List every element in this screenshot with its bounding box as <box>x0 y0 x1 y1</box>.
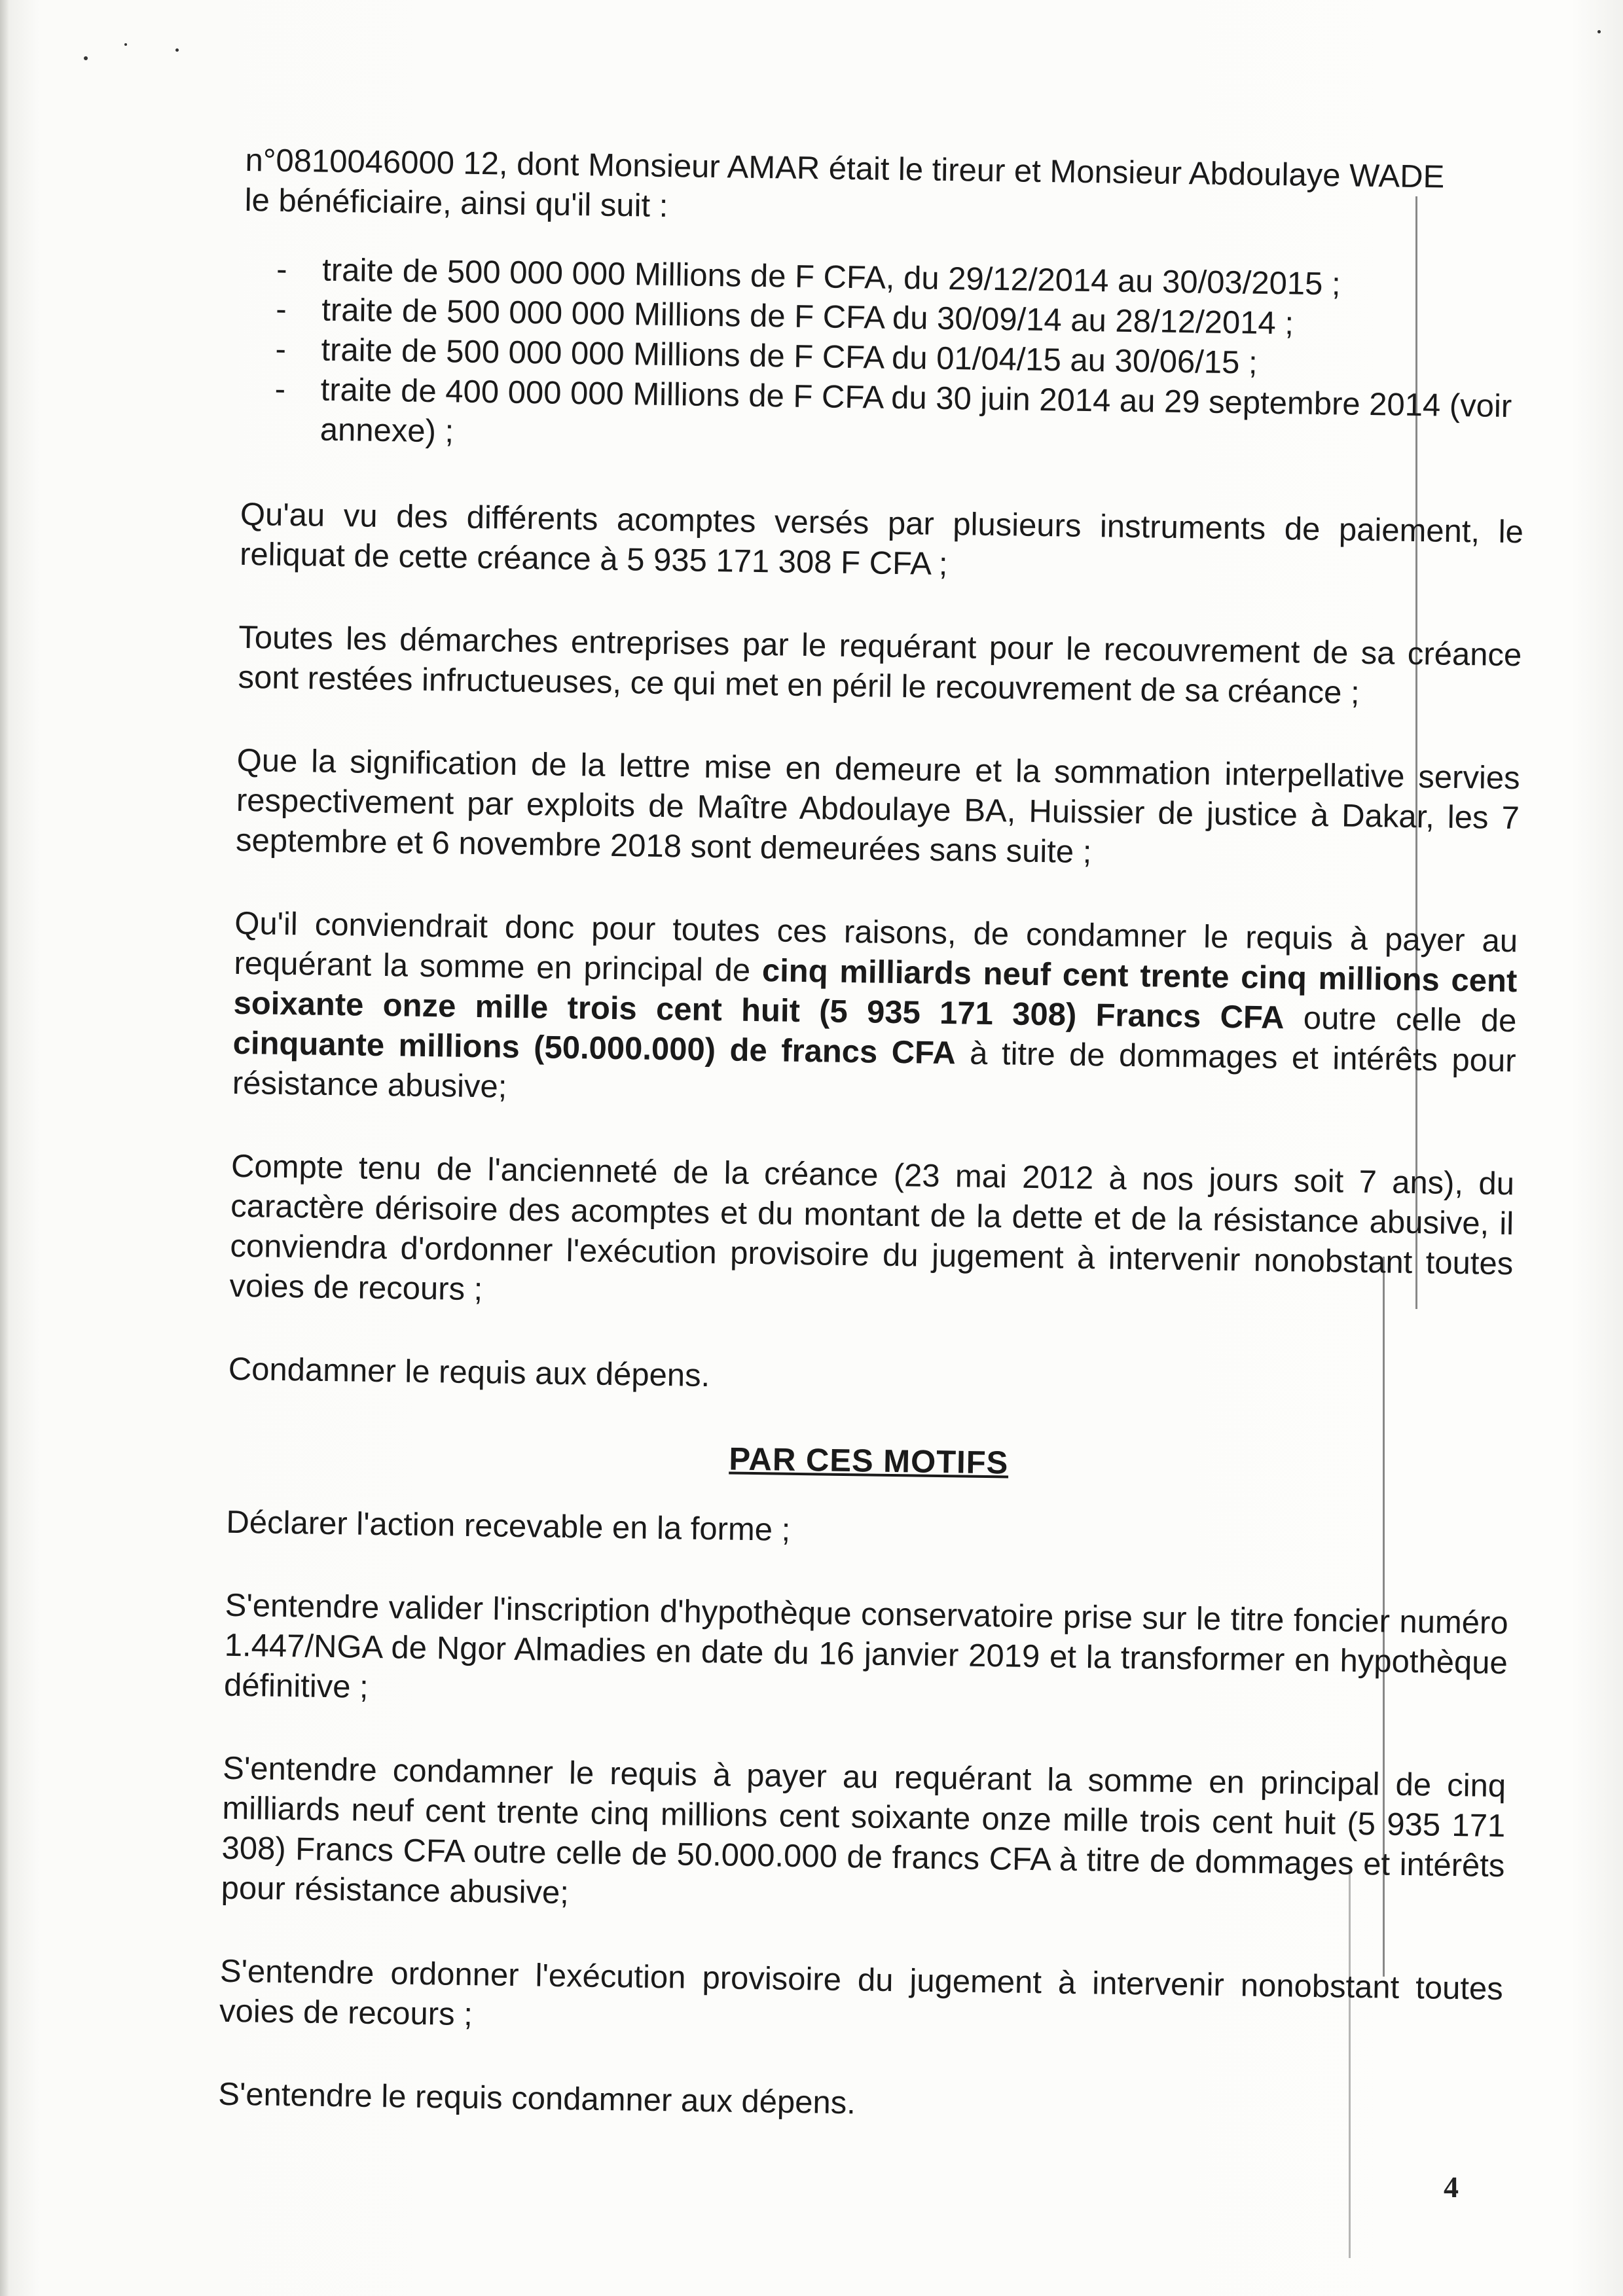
motif-item: Déclarer l'action recevable en la forme ; <box>226 1504 791 1548</box>
motif-item: S'entendre condamner le requis à payer au requérant la somme en principal de cinq milliards neuf cent trente cinq millions cent soixante onze mille trois cent huit (5 935 171 308) Francs CFA outre celle de 50.000.000 de francs CFA à titre de dommages et intérêts pour résistance abusive; <box>221 1750 1506 1911</box>
motif-item: S'entendre valider l'inscription d'hypothèque conservatoire prise sur le titre foncier numéro 1.447/NGA de Ngor Almadies en date du 16 janvier 2019 et la transformer en hypothèque définitive ; <box>223 1587 1508 1705</box>
section-heading-motifs: PAR CES MOTIFS <box>729 1441 1009 1481</box>
motif-item: S'entendre le requis condamner aux dépens. <box>217 2076 856 2121</box>
list-item: - traite de 500 000 000 Millions de F CFA, du 29/12/2014 au 30/03/2015 ; <box>322 251 1527 308</box>
condamner-text-c: outre celle de <box>1284 1000 1517 1039</box>
paragraph-anciennete: Compte tenu de l'ancienneté de la créance (23 mai 2012 à nos jours soit 7 ans), du caractère dérisoire des acomptes et du montant de la dette et de la résistance abusive, il conviendra d'ordonner l'exécution provisoire du jugement à intervenir nonobstant toutes voies de recours ; <box>229 1148 1515 1308</box>
scan-speck <box>84 56 88 60</box>
scan-speck <box>175 48 179 52</box>
paragraph-depens: Condamner le requis aux dépens. <box>228 1351 710 1394</box>
paragraph-demarches: Toutes les démarches entreprises par le requérant pour le recouvrement de sa créance sont restées infructueuses, ce qui met en péril le recouvrement de sa créance ; <box>238 619 1522 711</box>
intro-line-1: n°0810046000 12, dont Monsieur AMAR était le tireur et Monsieur Abdoulaye WADE <box>245 142 1445 195</box>
paragraph-signification: Que la signification de la lettre mise en demeure et la sommation interpellative servies respectivement par exploits de Maître Abdoulaye BA, Huissier de justice à Dakar, les 7 septembre et 6 novembre 2018 sont demeurées sans suite ; <box>235 742 1520 870</box>
scan-speck <box>124 43 127 46</box>
scan-edge-shadow <box>0 0 9 2296</box>
list-item: - traite de 500 000 000 Millions de F CFA du 01/04/15 au 30/06/15 ; <box>321 331 1526 387</box>
motif-item: S'entendre ordonner l'exécution provisoire du jugement à intervenir nonobstant toutes voies de recours ; <box>219 1953 1504 2033</box>
intro-paragraph <box>244 141 1529 238</box>
condamner-text-a: Qu'il conviendrait donc pour toutes ces raisons, de condamner le requis à payer au requérant la somme en principal de <box>234 905 1518 989</box>
condamner-amount-principal: cinq milliards neuf cent trente cinq millions cent soixante onze mille trois cent huit (5 935 171 308) Francs CFA <box>233 953 1518 1036</box>
condamner-amount-dommages: cinquante millions (50.000.000) de francs CFA <box>232 1025 957 1071</box>
paragraph-condamner <box>232 904 1518 1121</box>
list-item: - traite de 500 000 000 Millions de F CFA du 30/09/14 au 28/12/2014 ; <box>321 291 1527 348</box>
condamner-text-d: à titre de dommages et intérêts pour résistance abusive; <box>232 1035 1516 1105</box>
traites-list <box>241 249 1527 467</box>
scan-speck <box>1597 30 1601 33</box>
list-item: - traite de 400 000 000 Millions de F CFA du 30 juin 2014 au 29 septembre 2014 (voir annexe) ; <box>319 370 1525 467</box>
page-number: 4 <box>1444 2170 1459 2204</box>
document-body <box>217 141 1529 2176</box>
intro-line-2: le bénéficiaire, ainsi qu'il suit : <box>244 182 668 224</box>
paragraph-acomptes: Qu'au vu des différents acomptes versés par plusieurs instruments de paiement, le reliquat de cette créance à 5 935 171 308 F CFA ; <box>239 496 1524 583</box>
